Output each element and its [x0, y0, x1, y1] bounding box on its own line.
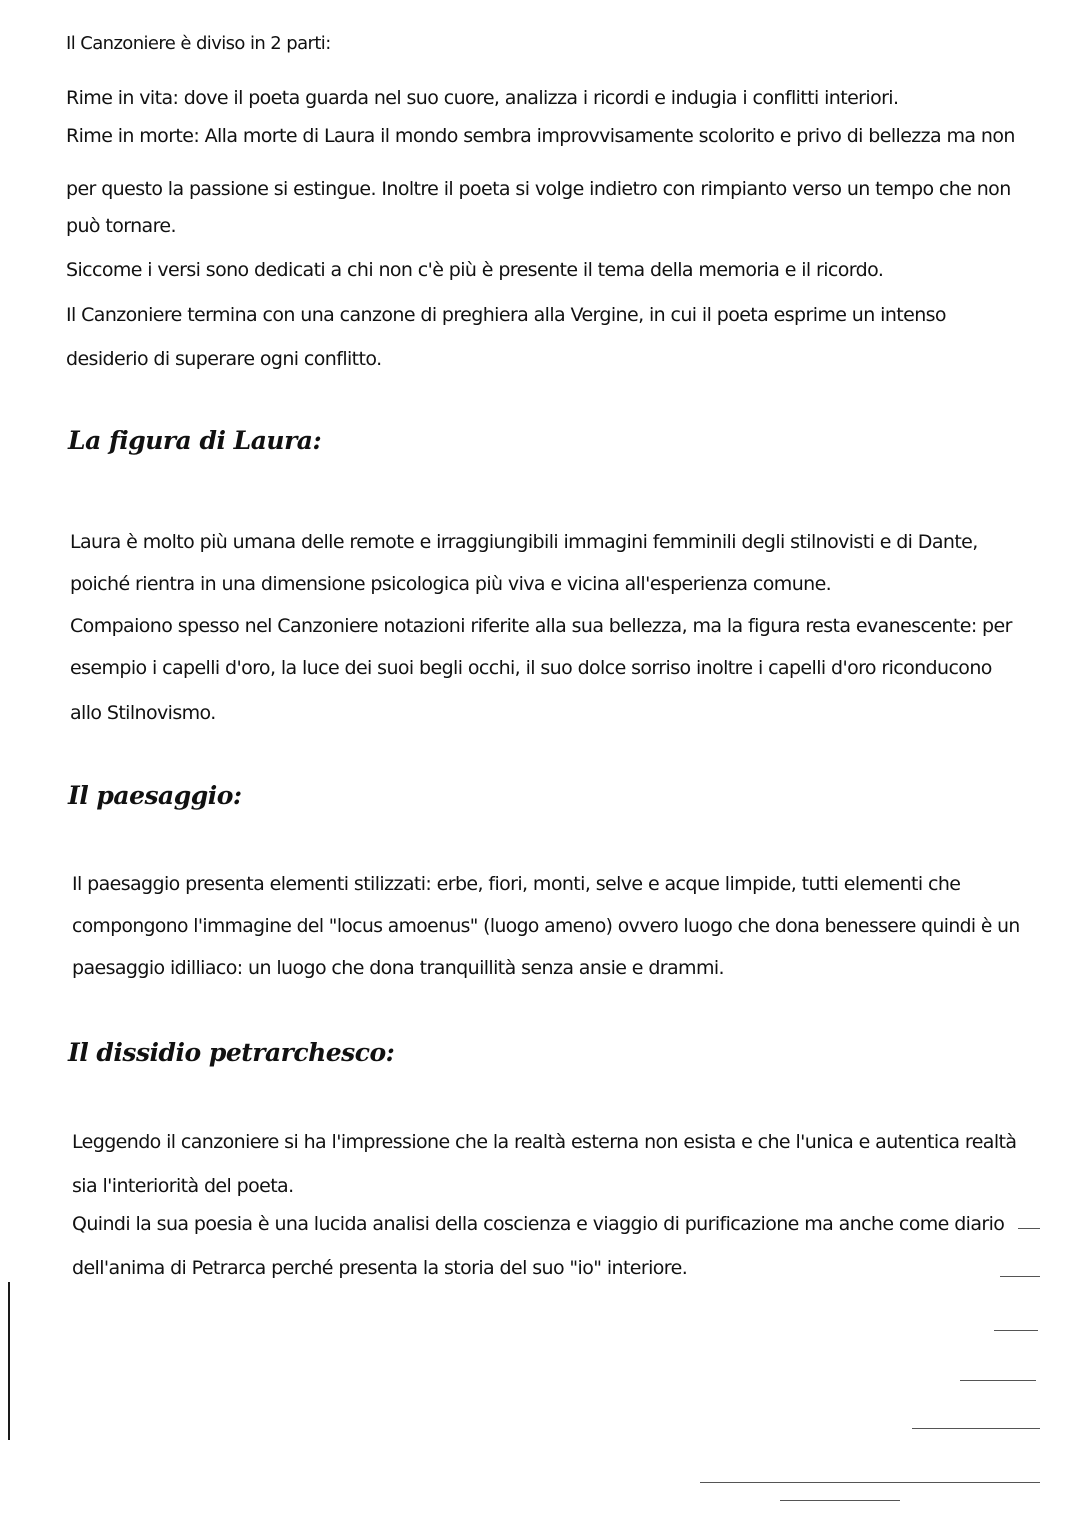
scan-speck [912, 1428, 1040, 1429]
scan-speck [700, 1482, 1040, 1483]
intro-line: Rime in vita: dove il poeta guarda nel suo cuore, analizza i ricordi e indugia i conflitti interiori. [66, 87, 899, 109]
intro-line: Siccome i versi sono dedicati a chi non c'è più è presente il tema della memoria e il ricordo. [66, 259, 884, 281]
intro-line: Il Canzoniere termina con una canzone di preghiera alla Vergine, in cui il poeta esprime un intenso [66, 304, 946, 326]
section-heading-dissidio: Il dissidio petrarchesco: [68, 1038, 395, 1067]
laura-line: esempio i capelli d'oro, la luce dei suoi begli occhi, il suo dolce sorriso inoltre i capelli d'oro riconducono [70, 657, 992, 679]
laura-line: Laura è molto più umana delle remote e irraggiungibili immagini femminili degli stilnovisti e di Dante, [70, 531, 978, 553]
dissidio-line: Leggendo il canzoniere si ha l'impressione che la realtà esterna non esista e che l'unica e autentica realtà [72, 1131, 1017, 1153]
section-heading-paesaggio: Il paesaggio: [68, 781, 242, 810]
paesaggio-line: compongono l'immagine del "locus amoenus" (luogo ameno) ovvero luogo che dona benessere quindi è un [72, 915, 1020, 937]
scan-speck [1018, 1228, 1040, 1229]
scan-speck [994, 1330, 1038, 1331]
scan-speck [1000, 1276, 1040, 1277]
paesaggio-line: Il paesaggio presenta elementi stilizzati: erbe, fiori, monti, selve e acque limpide, tutti elementi che [72, 873, 961, 895]
intro-line: Rime in morte: Alla morte di Laura il mondo sembra improvvisamente scolorito e privo di bellezza ma non [66, 125, 1015, 147]
paesaggio-line: paesaggio idilliaco: un luogo che dona tranquillità senza ansie e drammi. [72, 957, 724, 979]
scan-speck [960, 1380, 1036, 1381]
dissidio-line: sia l'interiorità del poeta. [72, 1175, 294, 1197]
intro-line: Il Canzoniere è diviso in 2 parti: [66, 33, 331, 54]
section-heading-laura: La figura di Laura: [68, 426, 322, 455]
scan-speck [780, 1500, 900, 1501]
intro-line: desiderio di superare ogni conflitto. [66, 348, 382, 370]
intro-line: può tornare. [66, 215, 176, 237]
dissidio-line: dell'anima di Petrarca perché presenta la storia del suo "io" interiore. [72, 1257, 688, 1279]
dissidio-line: Quindi la sua poesia è una lucida analisi della coscienza e viaggio di purificazione ma anche come diario [72, 1213, 1005, 1235]
laura-line: poiché rientra in una dimensione psicologica più viva e vicina all'esperienza comune. [70, 573, 832, 595]
scan-edge-line [8, 1282, 10, 1440]
laura-line: allo Stilnovismo. [70, 702, 216, 724]
laura-line: Compaiono spesso nel Canzoniere notazioni riferite alla sua bellezza, ma la figura resta evanescente: per [70, 615, 1012, 637]
intro-line: per questo la passione si estingue. Inoltre il poeta si volge indietro con rimpianto verso un tempo che non [66, 178, 1011, 200]
